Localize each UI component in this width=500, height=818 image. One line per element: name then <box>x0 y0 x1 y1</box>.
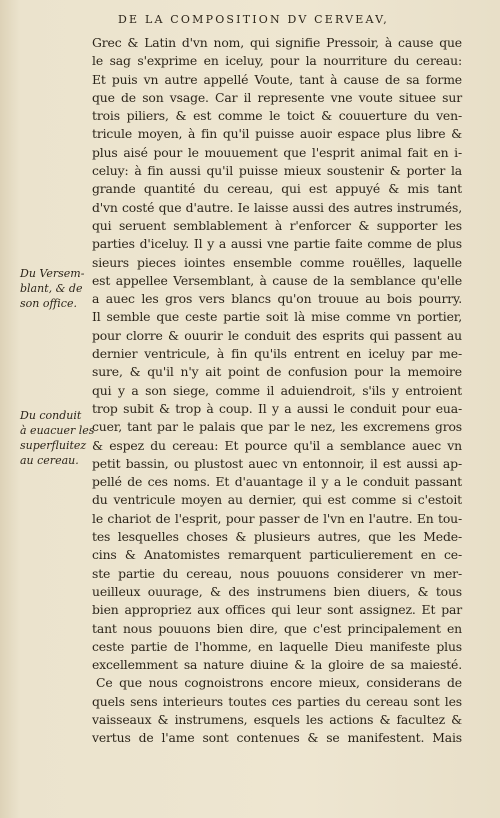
text-line: que de son vsage. Car il represente vne voute situee sur <box>92 89 462 105</box>
running-head: DE LA COMPOSITION DV CERVEAV, <box>118 13 390 26</box>
text-line: le sag s'exprime en iceluy, pour la nourriture du cereau: <box>92 53 462 69</box>
text-line: a auec les gros vers blancs qu'on trouue au bois pourry. <box>92 291 462 307</box>
text-line: cuer, tant par le palais que par le nez, les excremens gros <box>92 419 462 435</box>
text-line: bien appropriez aux offices qui leur sont assignez. Et par <box>92 602 462 618</box>
text-line: Ce que nous cognoistrons encore mieux, considerans de <box>96 675 462 691</box>
text-line: vaisseaux & instrumens, esquels les actions & facultez & <box>92 711 462 727</box>
text-line: sure, & qu'il n'y ait point de confusion pour la memoire <box>92 364 462 380</box>
text-line: quels sens interieurs toutes ces parties du cereau sont les <box>92 693 462 709</box>
sidenote-line: à euacuer les <box>20 424 95 437</box>
text-line: tricule moyen, à fin qu'il puisse auoir espace plus libre & <box>92 126 462 142</box>
text-line: pellé de ces noms. Et d'auantage il y a le conduit passant <box>92 474 462 490</box>
body-text <box>92 34 462 748</box>
text-line: dernier ventricule, à fin qu'ils entrent en iceluy par me- <box>92 346 462 362</box>
text-line: cins & Anatomistes remarquent particulierement en ce- <box>92 547 462 563</box>
sidenote-line: son office. <box>20 297 77 310</box>
text-line: le chariot de l'esprit, pour passer de l'vn en l'autre. En tou- <box>92 510 462 526</box>
text-line: sieurs pieces iointes ensemble comme rouëlles, laquelle <box>92 254 462 270</box>
text-line: Et puis vn autre appellé Voute, tant à cause de sa forme <box>92 71 462 87</box>
sidenote-conduit <box>20 408 96 468</box>
sidenote-line: au cereau. <box>20 454 79 467</box>
text-line: qui y a son siege, comme il aduiendroit, s'ils y entroient <box>92 382 462 398</box>
text-line: qui seruent semblablement à r'enforcer & supporter les <box>92 217 462 233</box>
sidenote-line: superfluitez <box>20 439 87 452</box>
text-line: vertus de l'ame sont contenues & se manifestent. Mais <box>92 730 462 746</box>
text-line: tant nous pouuons bien dire, que c'est principalement en <box>92 620 462 636</box>
sidenote-line: blant, & de <box>20 282 83 295</box>
text-line: Il semble que ceste partie soit là mise comme vn portier, <box>92 309 462 325</box>
text-line: tes lesquelles choses & plusieurs autres, que les Mede- <box>92 529 462 545</box>
text-line: parties d'iceluy. Il y a aussi vne partie faite comme de plus <box>92 236 462 252</box>
text-line: petit bassin, ou plustost auec vn entonnoir, il est aussi ap- <box>92 455 462 471</box>
sidenote-line: Du Versem- <box>20 267 85 280</box>
text-line: trop subit & trop à coup. Il y a aussi le conduit pour eua- <box>92 400 462 416</box>
text-line: ueilleux ouurage, & des instrumens bien diuers, & tous <box>92 583 462 599</box>
text-line: trois piliers, & est comme le toict & couuerture du ven- <box>92 108 462 124</box>
text-line: grande quantité du cereau, qui est appuyé & mis tant <box>92 181 462 197</box>
text-line: & espez du cereau: Et pource qu'il a semblance auec vn <box>92 437 462 453</box>
text-line: est appellee Versemblant, à cause de la semblance qu'elle <box>92 272 462 288</box>
sidenote-versemblant <box>20 266 96 311</box>
text-line: d'vn costé que d'autre. Ie laisse aussi des autres instrumés, <box>92 199 462 215</box>
text-line: plus aisé pour le mouuement que l'esprit animal fait en i- <box>92 144 462 160</box>
text-line: celuy: à fin aussi qu'il puisse mieux soustenir & porter la <box>92 163 462 179</box>
text-line: du ventricule moyen au dernier, qui est comme si c'estoit <box>92 492 462 508</box>
text-line: ste partie du cereau, nous pouuons considerer vn mer- <box>92 565 462 581</box>
text-line: pour clorre & ouurir le conduit des esprits qui passent au <box>92 327 462 343</box>
text-line: Grec & Latin d'vn nom, qui signifie Pressoir, à cause que <box>92 35 462 50</box>
sidenote-line: Du conduit <box>20 409 82 422</box>
text-line: ceste partie de l'homme, en laquelle Dieu manifeste plus <box>92 638 462 654</box>
text-line: excellemment sa nature diuine & la gloire de sa maiesté. <box>92 657 462 673</box>
